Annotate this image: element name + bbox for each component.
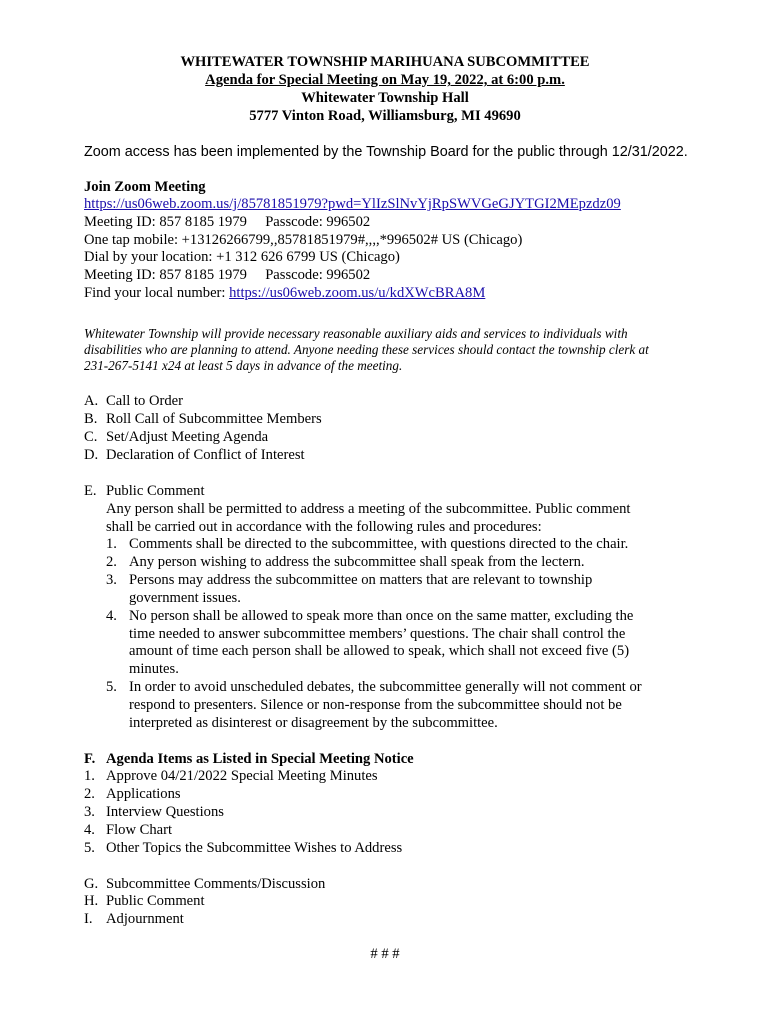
accessibility-line-2: disabilities who are planning to attend. Anyone needing these services should contact the township clerk at <box>84 342 649 357</box>
item-number: 4. <box>84 822 95 838</box>
rule-4-cont-2: amount of time each person shall be allowed to speak, which shall not exceed five (5) <box>129 643 630 659</box>
one-tap-mobile-line: One tap mobile: +13126266799,,85781851979#,,,,*996502# US (Chicago) <box>84 232 523 248</box>
rule-text: Any person wishing to address the subcommittee shall speak from the lectern. <box>129 554 585 570</box>
item-text: Declaration of Conflict of Interest <box>106 447 305 463</box>
item-label: C. <box>84 429 98 445</box>
rule-3-cont: government issues. <box>129 590 241 606</box>
rule-number: 4. <box>106 608 117 624</box>
item-text: Flow Chart <box>106 822 173 838</box>
item-text: Adjournment <box>106 911 184 927</box>
rule-4-cont-3: minutes. <box>129 661 179 677</box>
item-text: Agenda Items as Listed in Special Meeting Notice <box>106 751 414 767</box>
agenda-item-a <box>84 393 183 411</box>
document-title: WHITEWATER TOWNSHIP MARIHUANA SUBCOMMITTEE <box>180 54 590 70</box>
public-comment-intro-1: Any person shall be permitted to address a meeting of the subcommittee. Public comment <box>106 501 631 517</box>
rule-1 <box>106 536 628 554</box>
item-text: Subcommittee Comments/Discussion <box>106 876 326 892</box>
item-label: H. <box>84 893 99 909</box>
item-text: Other Topics the Subcommittee Wishes to Address <box>106 840 403 856</box>
end-mark: # # # <box>370 946 400 962</box>
rule-number: 3. <box>106 572 117 588</box>
agenda-subitem-4 <box>84 822 172 840</box>
agenda-item-h <box>84 893 205 911</box>
item-label: I. <box>84 911 93 927</box>
rule-text: Comments shall be directed to the subcommittee, with questions directed to the chair. <box>129 536 629 552</box>
item-text: Applications <box>106 786 181 802</box>
agenda-subitem-3 <box>84 804 224 822</box>
agenda-item-c <box>84 429 268 447</box>
accessibility-line-1: Whitewater Township will provide necessary reasonable auxiliary aids and services to individuals with <box>84 326 628 341</box>
agenda-item-i <box>84 911 184 929</box>
agenda-subitem-2 <box>84 786 181 804</box>
agenda-item-b <box>84 411 322 429</box>
rule-5-cont-2: interpreted as disinterest or disagreement by the subcommittee. <box>129 715 498 731</box>
rule-number: 2. <box>106 554 117 570</box>
zoom-meeting-link[interactable]: https://us06web.zoom.us/j/85781851979?pwd=YlIzSlNvYjRpSWVGeGJYTGI2MEpzdz09 <box>84 196 621 212</box>
find-local-number-line <box>84 285 485 303</box>
meeting-address: 5777 Vinton Road, Williamsburg, MI 49690 <box>249 108 521 124</box>
rule-text: In order to avoid unscheduled debates, the subcommittee generally will not comment or <box>129 679 642 695</box>
rule-number: 1. <box>106 536 117 552</box>
item-text: Public Comment <box>106 893 205 909</box>
rule-5-cont-1: respond to presenters. Silence or non-response from the subcommittee should not be <box>129 697 622 713</box>
item-label: A. <box>84 393 99 409</box>
item-text: Roll Call of Subcommittee Members <box>106 411 322 427</box>
item-label: B. <box>84 411 98 427</box>
agenda-subitem-5 <box>84 840 402 858</box>
rule-3 <box>106 572 592 590</box>
item-number: 5. <box>84 840 95 856</box>
meeting-location: Whitewater Township Hall <box>301 90 469 106</box>
item-label: E. <box>84 483 97 499</box>
item-text: Approve 04/21/2022 Special Meeting Minutes <box>106 768 378 784</box>
item-label: F. <box>84 751 96 767</box>
agenda-item-g <box>84 876 325 894</box>
public-comment-intro-2: shall be carried out in accordance with the following rules and procedures: <box>106 519 542 535</box>
agenda-item-e <box>84 483 205 501</box>
rule-text: No person shall be allowed to speak more than once on the same matter, excluding the <box>129 608 634 624</box>
meeting-id-line: Meeting ID: 857 8185 1979 Passcode: 996502 <box>84 214 371 230</box>
rule-4-cont-1: time needed to answer subcommittee members’ questions. The chair shall control the <box>129 626 626 642</box>
zoom-access-note: Zoom access has been implemented by the Township Board for the public through 12/31/2022. <box>84 144 688 160</box>
agenda-item-f <box>84 751 414 769</box>
find-local-number-link[interactable]: https://us06web.zoom.us/u/kdXWcBRA8M <box>229 285 486 301</box>
item-number: 3. <box>84 804 95 820</box>
item-label: D. <box>84 447 99 463</box>
zoom-heading: Join Zoom Meeting <box>84 179 206 195</box>
accessibility-line-3: 231-267-5141 x24 at least 5 days in advance of the meeting. <box>84 358 403 373</box>
agenda-item-d <box>84 447 305 465</box>
rule-2 <box>106 554 585 572</box>
item-text: Public Comment <box>106 483 205 499</box>
item-label: G. <box>84 876 99 892</box>
find-local-label: Find your local number: <box>84 285 230 301</box>
rule-5 <box>106 679 642 697</box>
rule-text: Persons may address the subcommittee on matters that are relevant to township <box>129 572 593 588</box>
meeting-id-line-2: Meeting ID: 857 8185 1979 Passcode: 996502 <box>84 267 371 283</box>
item-text: Interview Questions <box>106 804 224 820</box>
item-text: Set/Adjust Meeting Agenda <box>106 429 269 445</box>
dial-location-line: Dial by your location: +1 312 626 6799 US (Chicago) <box>84 249 400 265</box>
item-number: 2. <box>84 786 95 802</box>
item-text: Call to Order <box>106 393 184 409</box>
rule-number: 5. <box>106 679 117 695</box>
agenda-date-line: Agenda for Special Meeting on May 19, 2022, at 6:00 p.m. <box>205 72 565 88</box>
item-number: 1. <box>84 768 95 784</box>
agenda-subitem-1 <box>84 768 378 786</box>
rule-4 <box>106 608 633 626</box>
